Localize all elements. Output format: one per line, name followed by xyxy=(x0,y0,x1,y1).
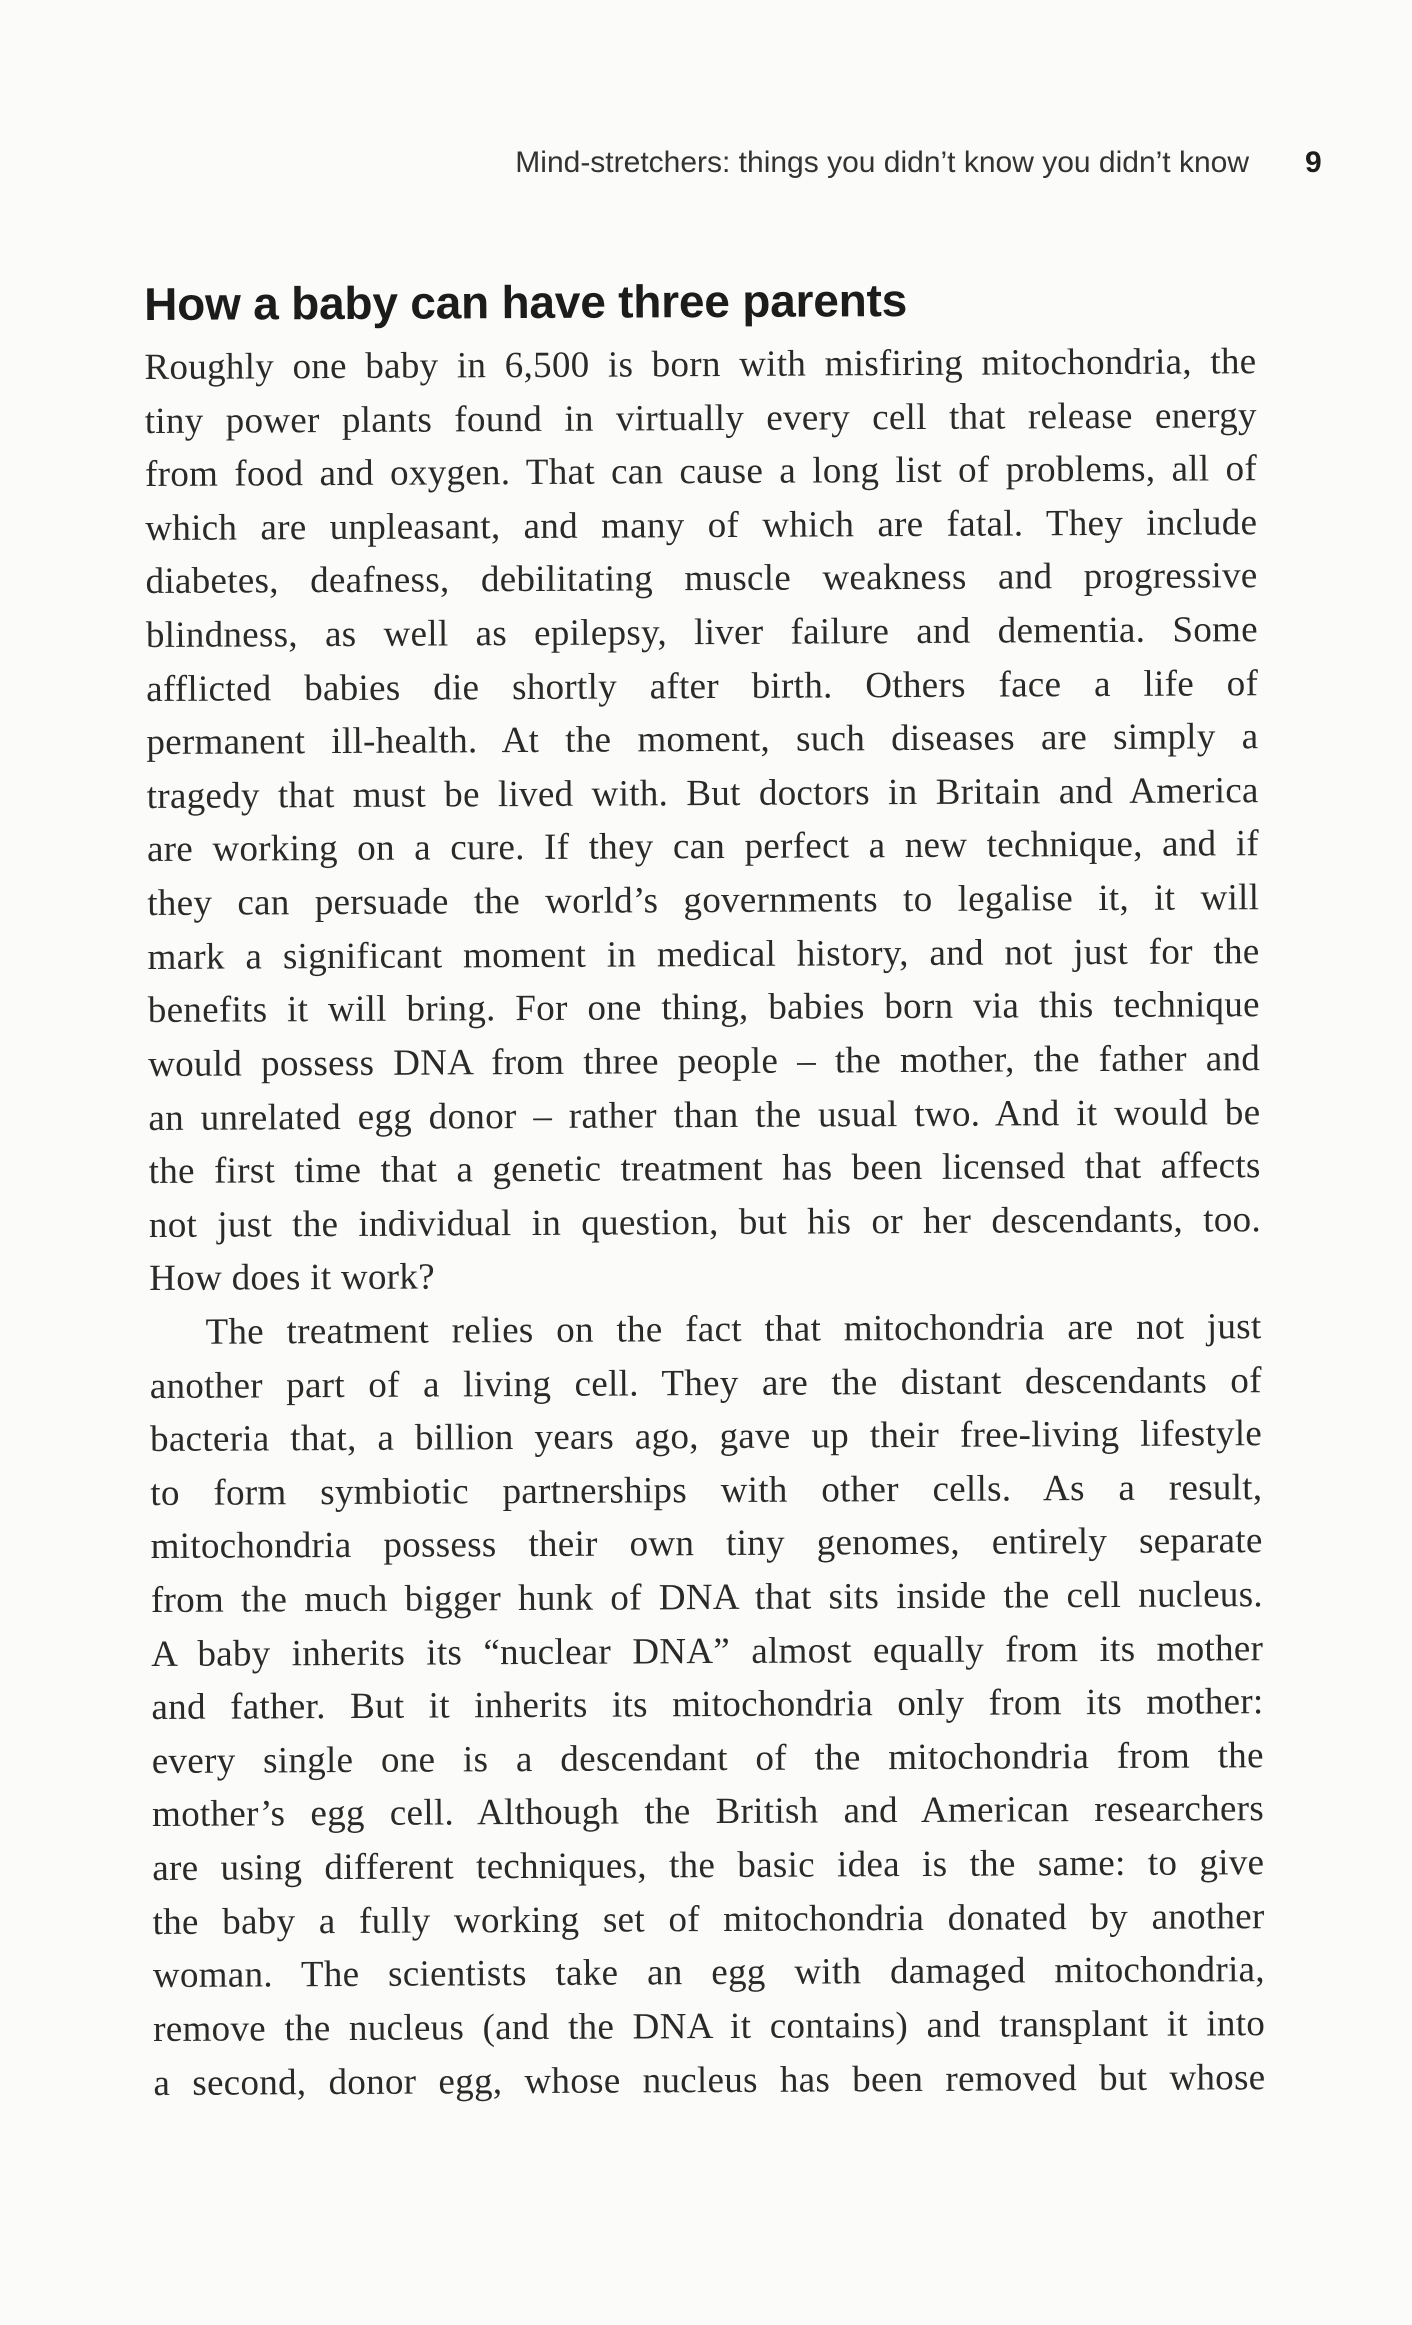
body-line: every single one is a descendant of the mitochondria from the xyxy=(151,1735,1264,1782)
body-line: benefits it will bring. For one thing, babies born via this technique xyxy=(147,984,1260,1032)
body-line: they can persuade the world’s governments to legalise it, it will xyxy=(147,877,1260,925)
body-line: are working on a cure. If they can perfect a new technique, and if xyxy=(146,823,1260,871)
body-line: from food and oxygen. That can cause a long list of problems, all of xyxy=(144,448,1258,496)
body-line: bacteria that, a billion years ago, gave up their free-living lifestyle xyxy=(149,1413,1263,1461)
body-line: woman. The scientists take an egg with damaged mitochondria, xyxy=(152,1949,1265,1997)
body-line: mother’s egg cell. Although the British and American researchers xyxy=(151,1788,1265,1836)
paragraph-1 xyxy=(144,335,1261,1306)
body-line: The treatment relies on the fact that mitochondria are not just xyxy=(205,1306,1262,1353)
body-line: mitochondria possess their own tiny genomes, entirely separate xyxy=(150,1520,1263,1568)
body-line: the baby a fully working set of mitochondria donated by another xyxy=(152,1895,1265,1943)
body-line: an unrelated egg donor – rather than the usual two. And it would be xyxy=(148,1091,1261,1139)
body-line: the first time that a genetic treatment has been licensed that affects xyxy=(148,1145,1261,1193)
running-head-title: Mind-stretchers: things you didn’t know you didn’t know xyxy=(515,146,1249,179)
body-line: are using different techniques, the basic idea is the same: to give xyxy=(152,1842,1265,1890)
body-line: another part of a living cell. They are the distant descendants of xyxy=(149,1359,1262,1407)
body-line: to form symbiotic partnerships with other cells. As a result, xyxy=(150,1466,1263,1514)
body-line: A baby inherits its “nuclear DNA” almost equally from its mother xyxy=(151,1627,1264,1675)
body-line: tragedy that must be lived with. But doctors in Britain and America xyxy=(146,770,1259,817)
body-line: Roughly one baby in 6,500 is born with misfiring mitochondria, the xyxy=(144,341,1257,388)
body-line: diabetes, deafness, debilitating muscle weakness and progressive xyxy=(145,555,1258,603)
body-line: blindness, as well as epilepsy, liver failure and dementia. Some xyxy=(145,609,1258,657)
body-line: tiny power plants found in virtually every cell that release energy xyxy=(144,394,1257,442)
article-heading: How a baby can have three parents xyxy=(144,274,908,330)
article xyxy=(144,270,1266,2104)
body-line: and father. But it inherits its mitochondria only from its mother: xyxy=(151,1681,1264,1729)
body-line: not just the individual in question, but his or her descendants, too. xyxy=(148,1198,1262,1246)
body-line: a second, donor egg, whose nucleus has been removed but whose xyxy=(153,2056,1266,2104)
body-line: permanent ill-health. At the moment, such diseases are simply a xyxy=(146,716,1259,764)
body-line: would possess DNA from three people – the mother, the father and xyxy=(148,1038,1261,1085)
paragraph-2 xyxy=(149,1300,1265,2110)
body-line: afflicted babies die shortly after birth. Others face a life of xyxy=(146,662,1259,710)
body-line: which are unpleasant, and many of which are fatal. They include xyxy=(145,502,1258,549)
page-number: 9 xyxy=(1305,146,1322,179)
body-line: How does it work? xyxy=(149,1256,435,1300)
body-line: from the much bigger hunk of DNA that sits inside the cell nucleus. xyxy=(150,1574,1264,1621)
running-head xyxy=(0,0,1412,200)
body-line: remove the nucleus (and the DNA it contains) and transplant it into xyxy=(153,2003,1266,2050)
article-body xyxy=(144,335,1265,2110)
body-line: mark a significant moment in medical history, and not just for the xyxy=(147,930,1260,978)
